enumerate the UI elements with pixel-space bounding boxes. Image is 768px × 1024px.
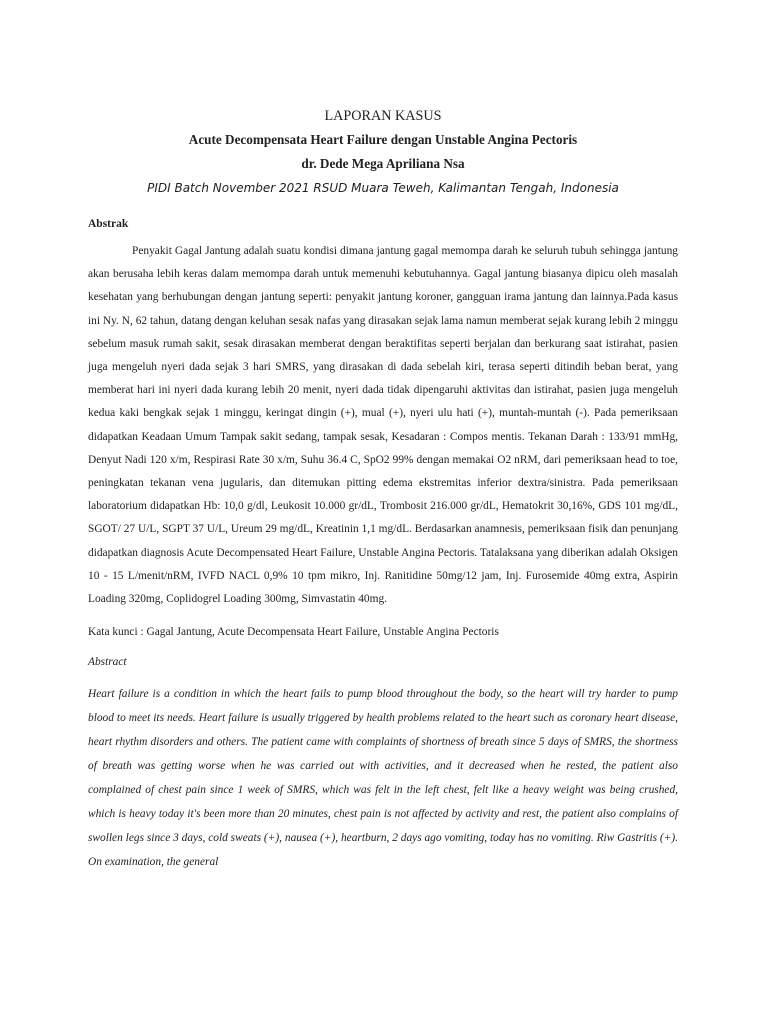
- author-name: dr. Dede Mega Apriliana Nsa: [301, 156, 465, 171]
- abstrak-heading: Abstrak: [88, 218, 129, 230]
- abstrak-body: Penyakit Gagal Jantung adalah suatu kondisi dimana jantung gagal memompa darah ke seluruh tubuh sehingga jantung akan berusaha lebih keras dalam memompa darah untuk memenuhi kebutuhannya. Gagal jantung biasanya dipicu oleh masalah kesehatan yang berhubungan dengan jantung seperti: penyakit jantung koroner, gangguan irama jantung dan lainnya.Pada kasus ini Ny. N, 62 tahun, datang dengan keluhan sesak nafas yang dirasakan sejak lama namun memberat sejak kurang lebih 2 minggu sebelum masuk rumah sakit, sesak dirasakan memberat dengan beraktifitas seperti berjalan dan berkurang saat istirahat, pasien juga mengeluh nyeri dada sejak 3 hari SMRS, yang dirasakan di dada sebelah kiri, terasa seperti ditindih beban berat, yang memberat hari ini nyeri dada kurang lebih 20 menit, nyeri dada tidak dipengaruhi aktivitas dan istirahat, pasien juga mengeluh kedua kaki bengkak sejak 1 minggu, keringat dingin (+), mual (+), nyeri ulu hati (+), muntah-muntah (-). Pada pemeriksaan didapatkan Keadaan Umum Tampak sakit sedang, tampak sesak, Kesadaran : Compos mentis. Tekanan Darah : 133/91 mmHg, Denyut Nadi 120 x/m, Respirasi Rate 30 x/m, Suhu 36.4 C, SpO2 99% dengan memakai O2 nRM, dari pemeriksaan head to toe, peningkatan tekanan vena jugularis, dan ditemukan pitting edema ekstremitas inferior dextra/sinistra. Pada pemeriksaan laboratorium didapatkan Hb: 10,0 g/dl, Leukosit 10.000 gr/dL, Trombosit 216.000 gr/dL, Hematokrit 30,16%, GDS 101 mg/dL, SGOT/ 27 U/L, SGPT 37 U/L, Ureum 29 mg/dL, Kreatinin 1,1 mg/dL. Berdasarkan anamnesis, pemeriksaan fisik dan penunjang didapatkan diagnosis Acute Decompensated Heart Failure, Unstable Angina Pectoris. Tatalaksana yang diberikan adalah Oksigen 10 - 15 L/menit/nRM, IVFD NACL 0,9% 10 tpm mikro, Inj. Ranitidine 50mg/12 jam, Inj. Furosemide 40mg extra, Aspirin Loading 320mg, Coplidogrel Loading 300mg, Simvastatin 40mg.: [88, 245, 678, 606]
- document-subtitle: Acute Decompensata Heart Failure dengan Unstable Angina Pectoris: [188, 132, 578, 147]
- document-page: [88, 104, 678, 874]
- document-title: LAPORAN KASUS: [324, 108, 442, 124]
- author-affiliation: PIDI Batch November 2021 RSUD Muara Teweh, Kalimantan Tengah, Indonesia: [147, 181, 619, 195]
- keywords: Kata kunci : Gagal Jantung, Acute Decompensata Heart Failure, Unstable Angina Pectoris: [88, 626, 499, 639]
- abstract-heading: Abstract: [88, 656, 127, 669]
- abstract-body: Heart failure is a condition in which the heart fails to pump blood throughout the body, so the heart will try harder to pump blood to meet its needs. Heart failure is usually triggered by health problems related to the heart such as coronary heart disease, heart rhythm disorders and others. The patient came with complaints of shortness of breath since 5 days of SMRS, the shortness of breath was getting worse when he was carried out with activities, and it decreased when he rested, the patient also complained of chest pain since 1 week of SMRS, which was felt in the left chest, felt like a heavy weight was being crushed, which is heavy today it's been more than 20 minutes, chest pain is not affected by activity and rest, the patient also complains of swollen legs since 3 days, cold sweats (+), nausea (+), heartburn, 2 days ago vomiting, today has no vomiting. Riw Gastritis (+). On examination, the general: [88, 688, 679, 869]
